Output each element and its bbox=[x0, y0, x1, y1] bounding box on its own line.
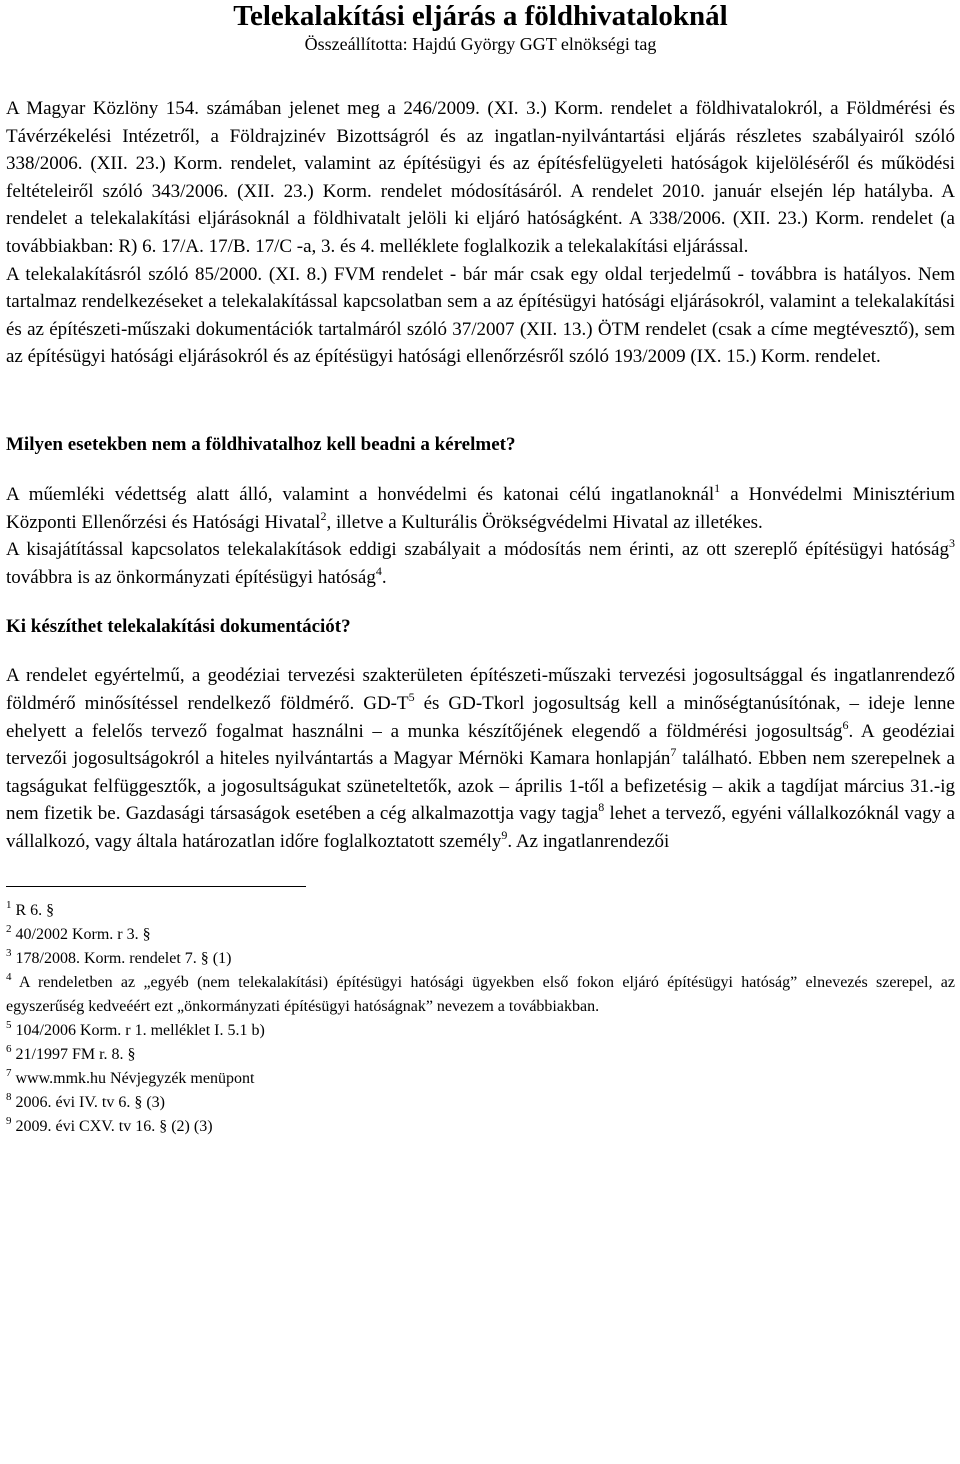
footnote-number: 6 bbox=[6, 1043, 12, 1056]
footnote bbox=[6, 923, 955, 947]
footnote bbox=[6, 971, 955, 1019]
footnote-ref[interactable]: 9 bbox=[501, 827, 508, 842]
footnote-separator bbox=[6, 886, 306, 887]
footnotes bbox=[6, 899, 955, 1139]
text-run: lehet a tervező, egyéni vállalkozóknál vagy a vállalkozó, vagy általa határozatlan időre foglalkoztatott személy bbox=[6, 803, 955, 852]
footnote-text: 178/2008. Korm. rendelet 7. § (1) bbox=[11, 950, 232, 968]
footnote-text: 2009. évi CXV. tv 16. § (2) (3) bbox=[11, 1118, 213, 1136]
text-run: található. Ebben nem szerepelnek a tagságukat felfüggesztők, a jogosultságukat szüneteltetők, azok – április 1-től a befizetésig – akik a tagdíjat március 31.-ig nem fizetik be. Gazdasági társaságok esetében a cég alkalmazottja vagy tagja bbox=[6, 748, 955, 825]
intro-paragraph-1: A Magyar Közlöny 154. számában jelenet meg a 246/2009. (XI. 3.) Korm. rendelet a földhivatalokról, a Földmérési és Távérzékelési Intézetről, a Földrajzinév Bizottságról és az ingatlan-nyilvántartási eljárás részletes szabályairól szóló 338/2006. (XII. 23.) Korm. rendelet, valamint az építésügyi és az építésfelügyeleti hatóságok kijelöléséről és működési feltételeiről szóló 343/2006. (XII. 23.) Korm. rendelet módosításáról. A rendelet 2010. január elsején lép hatályba. A rendelet a telekalakítási eljárásoknál a földhivatalt jelöli ki eljáró hatóságként. A 338/2006. (XII. 23.) Korm. rendelet (a továbbiakban: R) 6. 17/A. 17/B. 17/C -a, 3. és 4. melléklete foglalkozik a telekalakítási eljárással. bbox=[6, 98, 955, 257]
text-run: A műemléki védettség alatt álló, valamint a honvédelmi és katonai célú ingatlanoknál bbox=[6, 483, 715, 505]
footnote-text: 21/1997 FM r. 8. § bbox=[11, 1046, 136, 1064]
footnote-number: 9 bbox=[6, 1115, 12, 1128]
footnote-ref[interactable]: 7 bbox=[670, 745, 677, 760]
footnote-ref[interactable]: 2 bbox=[320, 508, 327, 523]
footnote-text: A rendeletben az „egyéb (nem telekalakítási) építésügyi hatósági ügyekben első fokon eljáró építésügyi hatóság” elnevezés szerepel, az egyszerűség kedveéért ezt „önkormányzati építésügyi hatóságnak” nevezem a továbbiakban. bbox=[6, 974, 955, 1016]
section1-paragraph-2 bbox=[6, 536, 955, 591]
footnote-text: 40/2002 Korm. r 3. § bbox=[11, 926, 151, 944]
intro-paragraph-2: A telekalakításról szóló 85/2000. (XI. 8.) FVM rendelet - bár már csak egy oldal terjedelmű - továbbra is hatályos. Nem tartalmaz rendelkezéseket a telekalakítással kapcsolatban sem a az építésügyi hatósági eljárásokról, valamint a telekalakítási és az építészeti-műszaki dokumentációk tartalmáról szóló 37/2007 (XII. 13.) ÖTM rendelet (csak a címe megtévesztő), sem az építésügyi hatósági eljárásokról és az építésügyi hatósági ellenőrzésről szóló 193/2009 (IX. 15.) Korm. rendelet. bbox=[6, 263, 955, 368]
footnote bbox=[6, 947, 955, 971]
footnote-number: 2 bbox=[6, 923, 12, 936]
footnote bbox=[6, 899, 955, 923]
footnote bbox=[6, 1043, 955, 1067]
footnote bbox=[6, 1019, 955, 1043]
footnote-text: www.mmk.hu Névjegyzék menüpont bbox=[11, 1070, 255, 1088]
footnote bbox=[6, 1067, 955, 1091]
section-heading-2: Ki készíthet telekalakítási dokumentációt? bbox=[6, 616, 351, 638]
text-run: A rendelet egyértelmű, a geodéziai tervezési szakterületen építészeti-műszaki tervezési jogosultsággal és ingatlanrendező földmérő minősítéssel rendelkező földmérő. GD-T bbox=[6, 665, 955, 714]
footnote-number: 8 bbox=[6, 1091, 12, 1104]
text-run: a Honvédelmi Minisztérium Központi Ellenőrzési és Hatósági Hivatal bbox=[6, 483, 956, 533]
document-title: Telekalakítási eljárás a földhivataloknál bbox=[233, 0, 728, 32]
footnote-number: 7 bbox=[6, 1067, 12, 1080]
footnote-number: 5 bbox=[6, 1019, 12, 1032]
text-run: és GD-Tkorl jogosultság kell a minőségtanúsítónak, – ideje lenne ehelyett a felelős tervező fogalmat használni – a munka készítőjének elegendő a földmérési jogosultság bbox=[6, 692, 955, 742]
footnote-ref[interactable]: 3 bbox=[949, 536, 955, 551]
footnote-text: 104/2006 Korm. r 1. melléklet I. 5.1 b) bbox=[11, 1022, 265, 1040]
text-run: továbbra is az önkormányzati építésügyi hatóság bbox=[6, 566, 376, 588]
text-run: . bbox=[381, 566, 387, 588]
section1-paragraph-1 bbox=[6, 481, 955, 536]
footnote-ref[interactable]: 6 bbox=[842, 717, 849, 732]
footnote-ref[interactable]: 5 bbox=[408, 689, 415, 704]
footnote-text: R 6. § bbox=[11, 902, 55, 920]
document-subtitle: Összeállította: Hajdú György GGT elnökségi tag bbox=[304, 34, 657, 54]
text-run: A kisajátítással kapcsolatos telekalakítások eddigi szabályait a módosítás nem érinti, az ott szereplő építésügyi hatóság bbox=[6, 539, 949, 561]
footnote bbox=[6, 1115, 955, 1139]
section2-paragraph-1 bbox=[6, 662, 955, 855]
footnote-number: 1 bbox=[6, 899, 12, 912]
footnote-number: 3 bbox=[6, 947, 12, 960]
footnote-ref[interactable]: 1 bbox=[714, 480, 721, 495]
footnote-text: 2006. évi IV. tv 6. § (3) bbox=[11, 1094, 165, 1112]
text-run: . Az ingatlanrendezői bbox=[507, 830, 670, 852]
footnote-ref[interactable]: 4 bbox=[375, 563, 382, 578]
text-run: , illetve a Kulturális Örökségvédelmi Hivatal az illetékes. bbox=[326, 511, 763, 533]
footnote-ref[interactable]: 8 bbox=[598, 800, 605, 815]
text-run: . A geodéziai tervezői jogosultságokról a hiteles nyilvántartás a Magyar Mérnöki Kamara honlapján bbox=[6, 720, 955, 770]
section-heading-1: Milyen esetekben nem a földhivatalhoz kell beadni a kérelmet? bbox=[6, 433, 516, 455]
footnote-number: 4 bbox=[6, 971, 12, 984]
footnote bbox=[6, 1091, 955, 1115]
